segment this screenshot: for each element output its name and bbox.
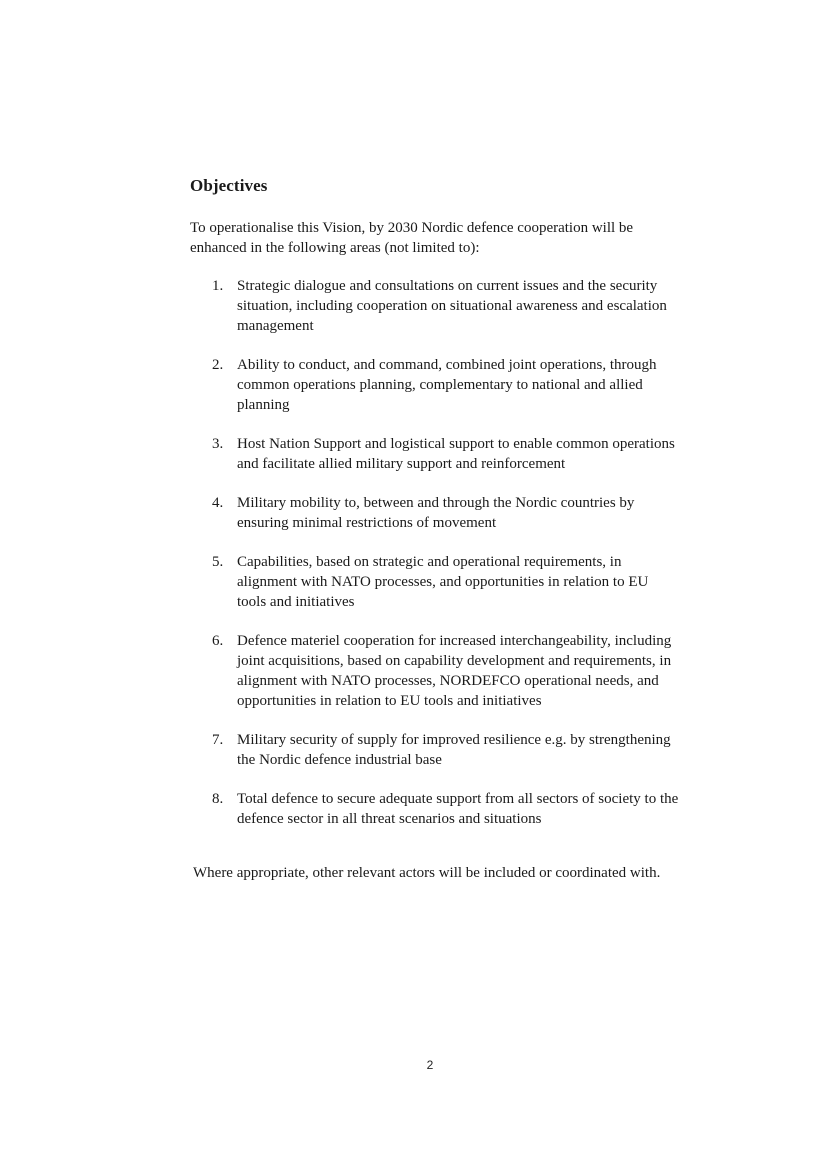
closing-paragraph: Where appropriate, other relevant actors will be included or coordinated with. — [193, 865, 661, 881]
objective-text: Military mobility to, between and through the Nordic countries by ensuring minimal restrictions of movement — [237, 495, 635, 531]
objective-item-2 — [190, 355, 680, 415]
objective-number: 7. — [212, 732, 224, 748]
objective-number: 1. — [212, 278, 224, 294]
objective-number: 5. — [212, 554, 224, 570]
objective-text: Ability to conduct, and command, combined joint operations, through common operations planning, complementary to national and allied planning — [237, 357, 657, 413]
objective-item-8 — [190, 789, 680, 829]
objective-number: 6. — [212, 633, 224, 649]
objective-text: Host Nation Support and logistical support to enable common operations and facilitate allied military support and reinforcement — [237, 436, 675, 472]
objective-item-7 — [190, 730, 680, 770]
objective-number: 8. — [212, 791, 224, 807]
objective-text: Defence materiel cooperation for increased interchangeability, including joint acquisitions, based on capability development and requirements, in alignment with NATO processes, NORDEFCO operational needs, and opportunities in relation to EU tools and initiatives — [237, 633, 672, 709]
section-heading: Objectives — [190, 176, 268, 195]
objective-text: Military security of supply for improved resilience e.g. by strengthening the Nordic defence industrial base — [237, 732, 671, 768]
objective-number: 3. — [212, 436, 224, 452]
page-number: 2 — [426, 1058, 434, 1072]
objective-text: Total defence to secure adequate support from all sectors of society to the defence sector in all threat scenarios and situations — [237, 791, 679, 827]
objective-item-1 — [190, 276, 680, 336]
objective-item-4 — [190, 493, 680, 533]
objective-text: Strategic dialogue and consultations on current issues and the security situation, including cooperation on situational awareness and escalation management — [237, 278, 667, 334]
objective-text: Capabilities, based on strategic and operational requirements, in alignment with NATO processes, and opportunities in relation to EU tools and initiatives — [237, 554, 649, 610]
intro-paragraph: To operationalise this Vision, by 2030 Nordic defence cooperation will be enhanced in the following areas (not limited to): — [190, 220, 634, 256]
objective-item-6 — [190, 631, 680, 711]
objective-item-5 — [190, 552, 680, 612]
objective-item-3 — [190, 434, 680, 474]
objective-number: 2. — [212, 357, 224, 373]
objectives-list — [190, 276, 680, 848]
objective-number: 4. — [212, 495, 224, 511]
